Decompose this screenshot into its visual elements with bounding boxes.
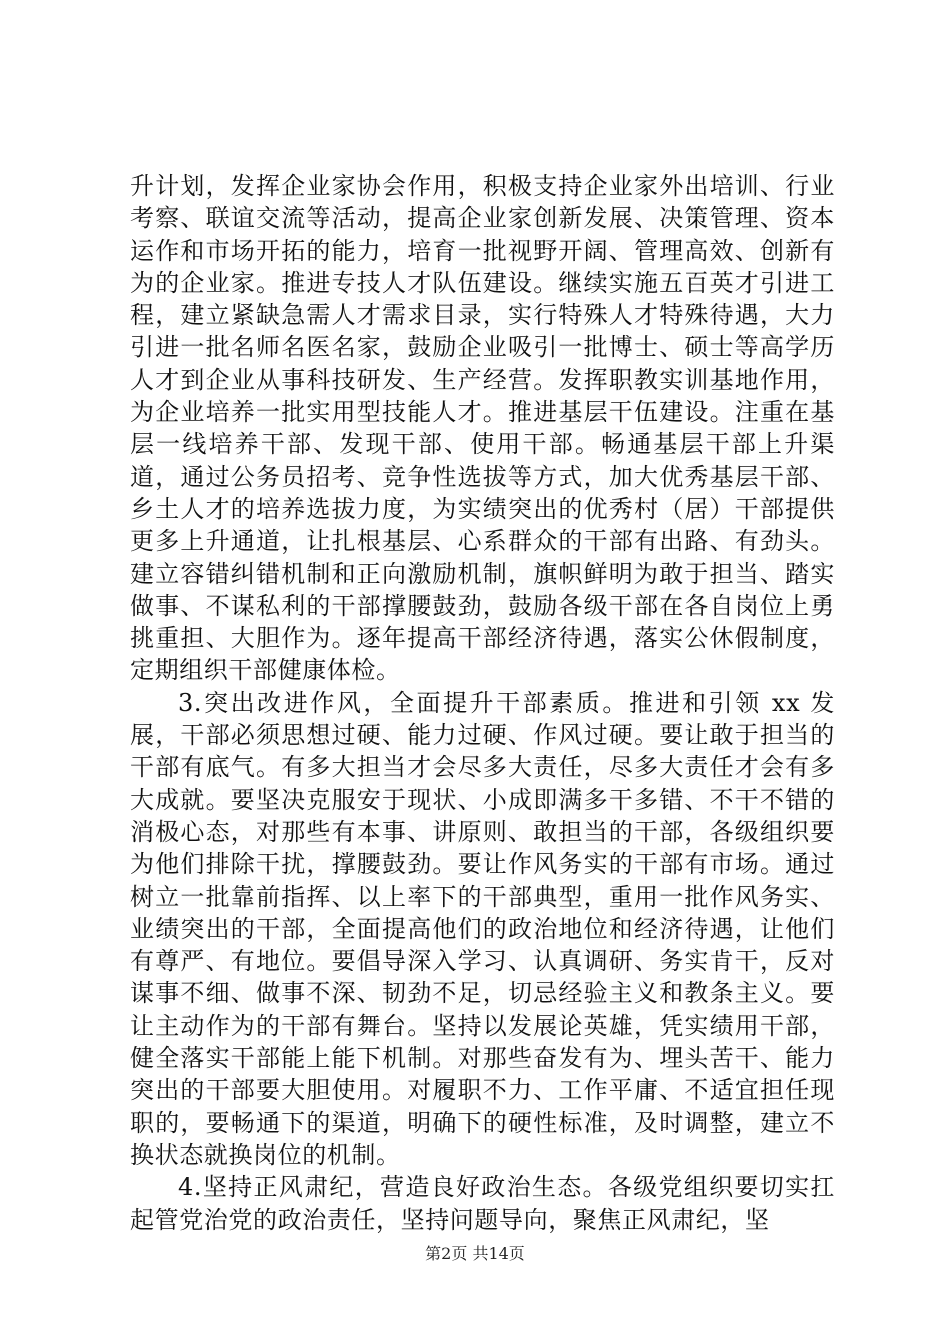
paragraph-2: 3.突出改进作风，全面提升干部素质。推进和引领 xx 发展，干部必须思想过硬、能力过硬、作风过硬。要让敢于担当的干部有底气。有多大担当才会尽多大责任，尽多大责任才会有多大成就。要坚决克服安于现状、小成即满多干多错、不干不错的消极心态，对那些有本事、讲原则、敢担当的干部，各级组织要为他们排除干扰，撑腰鼓劲。要让作风务实的干部有市场。通过树立一批靠前指挥、以上率下的干部典型，重用一批作风务实、业绩突出的干部，全面提高他们的政治地位和经济待遇，让他们有尊严、有地位。要倡导深入学习、认真调研、务实肯干，反对谋事不细、做事不深、韧劲不足，切忌经验主义和教条主义。要让主动作为的干部有舞台。坚持以发展论英雄，凭实绩用干部，健全落实干部能上能下机制。对那些奋发有为、埋头苦干、能力突出的干部要大胆使用。对履职不力、工作平庸、不适宜担任现职的，要畅通下的渠道，明确下的硬性标准，及时调整，建立不换状态就换岗位的机制。 [130, 688, 835, 1169]
paragraph-3: 4.坚持正风肃纪，营造良好政治生态。各级党组织要切实扛起管党治党的政治责任，坚持问题导向，聚焦正风肃纪，坚 [130, 1173, 835, 1234]
document-body [130, 170, 835, 1236]
paragraph-1: 升计划，发挥企业家协会作用，积极支持企业家外出培训、行业考察、联谊交流等活动，提高企业家创新发展、决策管理、资本运作和市场开拓的能力，培育一批视野开阔、管理高效、创新有为的企业家。推进专技人才队伍建设。继续实施五百英才引进工程，建立紧缺急需人才需求目录，实行特殊人才特殊待遇，大力引进一批名师名医名家，鼓励企业吸引一批博士、硕士等高学历人才到企业从事科技研发、生产经营。发挥职教实训基地作用，为企业培养一批实用型技能人才。推进基层干伍建设。注重在基层一线培养干部、发现干部、使用干部。畅通基层干部上升渠道，通过公务员招考、竞争性选拔等方式，加大优秀基层干部、乡土人才的培养选拔力度，为实绩突出的优秀村（居）干部提供更多上升通道，让扎根基层、心系群众的干部有出路、有劲头。建立容错纠错机制和正向激励机制，旗帜鲜明为敢于担当、踏实做事、不谋私利的干部撑腰鼓劲，鼓励各级干部在各自岗位上勇挑重担、大胆作为。逐年提高干部经济待遇，落实公休假制度，定期组织干部健康体检。 [130, 172, 835, 685]
page-number-footer: 第2页 共14页 [425, 1244, 525, 1263]
